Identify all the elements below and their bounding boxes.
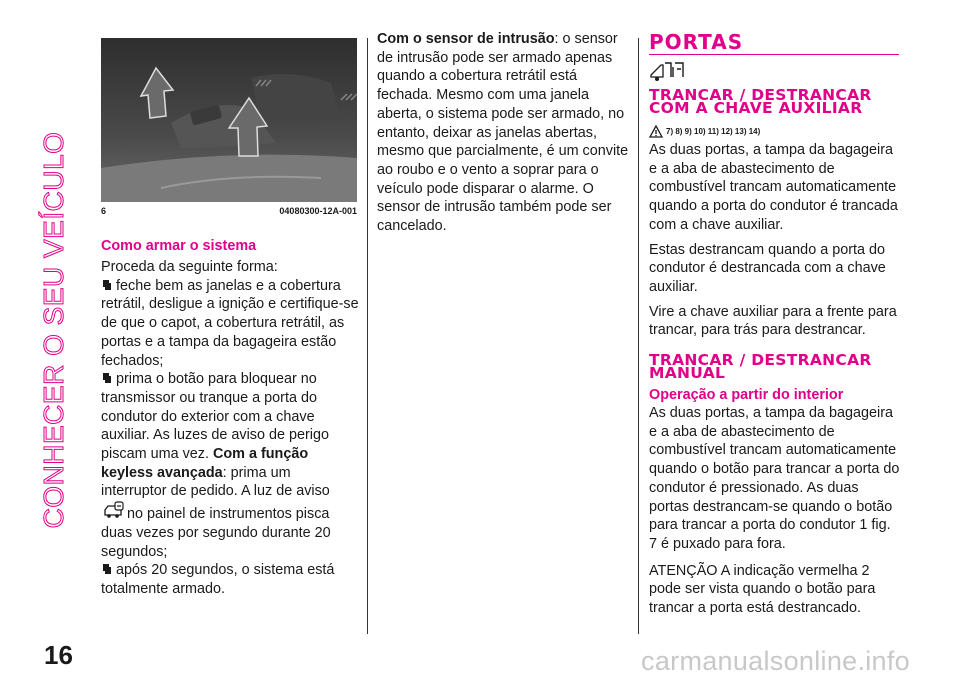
- bullet-2: [101, 370, 359, 561]
- key-bullet-icon: [101, 372, 113, 384]
- warning-triangle-icon: [649, 125, 663, 138]
- figure-caption: [101, 206, 357, 216]
- intrusion-sensor-bold: Com o sensor de intrusão: [377, 31, 555, 47]
- bullet-3: [101, 561, 359, 598]
- page-number: 16: [44, 640, 73, 670]
- column-divider-1: [367, 38, 368, 634]
- column-divider-2: [638, 38, 639, 634]
- subheading-chave-auxiliar: TRANCAR / DESTRANCAR COM A CHAVE AUXILIAR: [649, 86, 872, 117]
- intro-text: Proceda da seguinte forma:: [101, 259, 278, 275]
- door-lock-icon: [649, 59, 687, 83]
- bullet-2-text-b: : prima um interruptor de pedido. A luz de aviso: [101, 464, 330, 500]
- figure-code: 04080300-12A-001: [279, 206, 357, 216]
- intrusion-sensor-text: : o sensor de intrusão pode ser armado apenas quando a cobertura retrátil está fechada. Mesmo com uma janela aberta, o sistema pode ser armado, no entanto, deixar as janelas abertas, mesmo que parcialmente, é um convite ao roubo e o vento a soprar para o veículo pode disparar o alarme. O sensor de intrusão também pode ser cancelado.: [377, 31, 629, 235]
- keyless-bold-text: Com a função keyless avançada: [101, 446, 309, 481]
- paragraph-4: As duas portas, a tampa da bagageira e a aba de abastecimento de combustível trancam automaticamente quando o botão para trancar a porta do condutor é pressionado. As duas portas destrancam-se quando o botão para trancar a porta do condutor 1 fig. 7 é puxado para fora.: [649, 405, 900, 552]
- intrusion-sensor-paragraph: [377, 30, 629, 236]
- bullet-1-text: feche bem as janelas e a cobertura retrátil, desligue a ignição e certifique-se de que o capot, a cobertura retrátil, as portas e a tampa da bagageira estão fechados;: [101, 277, 359, 369]
- figure-number: 6: [101, 206, 107, 216]
- paragraph-2: Estas destrancam quando a porta do condutor é destrancada com a chave auxiliar.: [649, 241, 886, 295]
- car-alarm-icon: [101, 501, 127, 521]
- section-title-portas: PORTAS: [649, 30, 744, 54]
- section-sidebar-title: CONHECER O SEU VEÍCULO: [38, 131, 69, 529]
- heading-interior-operation: Operação a partir do interior: [649, 387, 844, 404]
- heading-arm-system: Como armar o sistema: [101, 238, 257, 254]
- column-2: [377, 30, 629, 236]
- watermark: carmanualsonline.info: [641, 646, 910, 676]
- column-3: [649, 30, 901, 624]
- subheading-manual: TRANCAR / DESTRANCAR MANUAL: [649, 351, 872, 383]
- bullet-2-text-c: no painel de instrumentos pisca duas vezes por segundo durante 20 segundos;: [101, 506, 331, 560]
- key-bullet-icon: [101, 563, 113, 575]
- bullet-1: [101, 277, 359, 371]
- key-bullet-icon: [101, 279, 113, 291]
- paragraph-1: As duas portas, a tampa da bagageira e a aba de abastecimento de combustível trancam automaticamente quando a porta do condutor é trancada com a chave auxiliar.: [649, 142, 898, 233]
- figure-image: [101, 38, 357, 202]
- warning-references: 7) 8) 9) 10) 11) 12) 13) 14): [666, 127, 761, 136]
- paragraph-3: Vire a chave auxiliar para a frente para trancar, para trás para destrancar.: [649, 303, 897, 339]
- warning-refs: [649, 125, 901, 138]
- bullet-2-text-a: prima o botão para bloquear no transmissor ou tranque a porta do condutor do exterior com a chave auxiliar. As luzes de aviso de perigo piscam uma vez.: [101, 371, 329, 463]
- car-ceiling-illustration: [101, 38, 357, 202]
- paragraph-5: ATENÇÃO A indicação vermelha 2 pode ser vista quando o botão para trancar a porta está destrancado.: [649, 562, 876, 617]
- bullet-3-text: após 20 segundos, o sistema está totalmente armado.: [101, 562, 335, 597]
